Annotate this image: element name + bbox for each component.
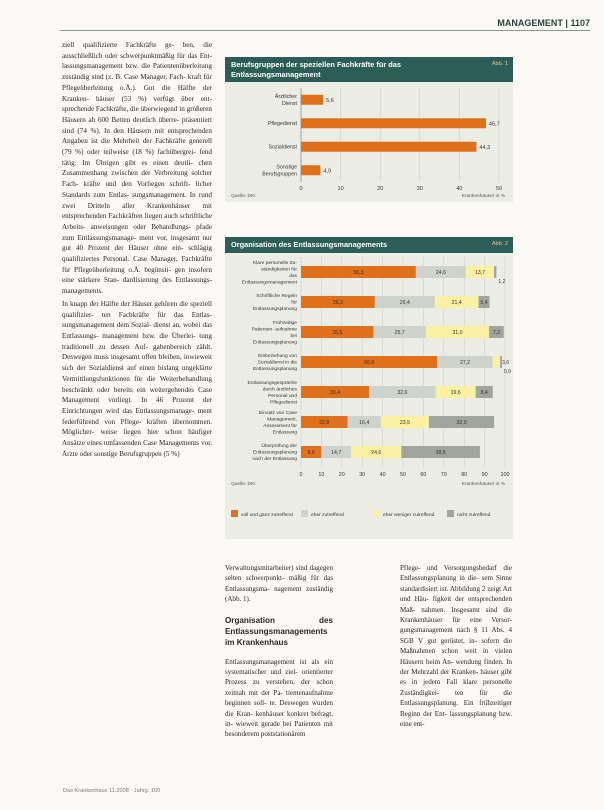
bar (301, 142, 476, 152)
category-label: Sozialdienst (268, 144, 297, 151)
category-label: Frühzeitige Patienten- aufnahme bei Entlassungsplanung (251, 320, 297, 345)
x-axis-title: Krankenhäuser in % (461, 194, 505, 199)
figure-2-header (225, 237, 513, 253)
column-left (62, 40, 212, 459)
x-tick-label: 80 (461, 471, 468, 478)
x-tick-label: 10 (337, 186, 344, 192)
category-label: Pflegedienst (267, 121, 297, 128)
page-number: 1107 (570, 18, 590, 28)
figure-1-title: Berufsgruppen der speziellen Fachkräfte für das Entlassungsmanagement (231, 60, 402, 79)
bar (301, 95, 323, 105)
x-tick-label: 10 (318, 471, 325, 478)
figure-1-chart (225, 82, 513, 202)
bar-value-label: 5,6 (326, 97, 334, 104)
segment-value-label: 24,6 (371, 449, 382, 456)
figure-1 (225, 57, 513, 217)
category-label: Klare personelle Zu-ständigkeiten für das Entlassungsmanagement (241, 260, 297, 285)
legend-swatch (447, 510, 454, 517)
segment-value-label: 25,7 (394, 329, 405, 336)
body-paragraph: Pflege- und Versorgungsbedarf die Entlassungsplanung in die- sem Sinne standardisiert ist. Abbildung 2 zeigt Art und Häu- figkeit der entsprechenden Maß- nahmen. Insgesamt sind die Krankenhäuser für eine Versor- gungsmanagement nach § 11 Abs. 4 SGB V gut gerüstet, in- sofern die Maßnahmen schon weit in vielen Häusern beim An- wendung finden. In der Mehrzahl der Kranken- häuser gibt es in jedem Fall klare personelle Zuständigkei- ten für die Entlassungsplanung. Ein frühzeitiger Beginn der Ent- lassungsplanung bzw. eine ent- (400, 564, 512, 729)
segment-value-label: 27,2 (459, 359, 471, 366)
figure-2-number: Abb. 2 (491, 241, 508, 247)
legend-swatch (301, 510, 308, 517)
column-right (400, 563, 512, 730)
segment-value-label: 21,4 (451, 299, 462, 306)
header-separator: | (565, 18, 568, 28)
segment-value-label: 66,8 (364, 359, 375, 366)
category-label: Überprüfung der Entlassungsplanung nach der Entlassung (252, 443, 297, 462)
category-label: Entlassungsgespräche durch ärztliches Personal und Pflegedienst (247, 380, 297, 405)
x-tick-label: 30 (359, 471, 366, 478)
section-name: MANAGEMENT (497, 18, 563, 28)
x-tick-label: 0 (299, 471, 303, 478)
segment-value-label: 13,7 (474, 269, 486, 276)
category-label: Sonstige Berufsgruppen (262, 164, 297, 178)
segment-value-label: 1,2 (498, 278, 506, 285)
segment-value-label: 3,6 (502, 359, 510, 366)
x-tick-label: 90 (481, 471, 488, 478)
segment-value-label: 0,9 (503, 368, 511, 375)
figure-1-number: Abb. 1 (491, 61, 508, 67)
x-tick-label: 70 (440, 471, 447, 478)
bar-segment (500, 356, 502, 368)
category-label: Einsatz von Case Management, Assessment für Entlassung (258, 410, 297, 435)
segment-value-label: 16,4 (359, 419, 370, 426)
body-paragraph: In knapp der Hälfte der Häuser gehören die speziell qualifizier- ten Fachkräfte für das Entlas- sungsmanagement dem Sozial- dienst an, wobei das Entlassungs- management bzw. die Überlei- tung traditionell zu dessen Auf- gabenbereich zählt. Deswegen muss insgesamt offen bleiben, inwieweit sich der Sozialdienst auf einen bislang ungeklärte Vermittlungsfunktionen für die Weiterbehandlung beschränkt oder bereits ein weitergehendes Case Management vorliegt. In 46 Prozent der Einrichtungen wird das Entlassungsmanage- ment federführend von Pflege- kräften übernommen. Möglicher- weise liegen hier schon häufiger Ansätze eines umfassenden Case Managements vor. Ärzte oder sonstige Berufsgruppen (5 %) (62, 299, 212, 458)
legend-swatch (231, 510, 238, 517)
x-tick-label: 20 (377, 186, 384, 192)
section-heading: Organisation des Entlassungsmanagements im Krankenhaus (225, 615, 333, 648)
category-label: Schriftliche Regeln für Entlassungsplanung (252, 293, 297, 312)
x-tick-label: 20 (338, 471, 345, 478)
x-tick-label: 40 (379, 471, 386, 478)
figure-2-title: Organisation des Entlassungsmanagements (231, 240, 388, 249)
page-footer: Das Krankenhaus 11.2008 · Jahrg. 100 (63, 788, 161, 794)
segment-value-label: 23,5 (399, 419, 410, 426)
segment-value-label: 56,3 (353, 269, 364, 276)
legend-label: eher zutreffend (311, 512, 344, 518)
segment-value-label: 8,4 (480, 389, 488, 396)
bar (301, 118, 486, 128)
body-paragraph: Entlassungsmanagement ist als ein systematischer und ziel- orientierter Prozess zu verstehen, der schon zeitnah mit der Pa- tientenaufnahme beginnen soll- te. Deswegen wurden die Kran- kenhäuser konkret befragt, in- wieweit gerade bei Patienten mit besonderem poststationärem (225, 657, 333, 739)
x-tick-label: 50 (400, 471, 406, 478)
category-label: Ärztlicher Dienst (274, 94, 297, 108)
x-tick-label: 30 (416, 186, 423, 192)
segment-value-label: 33,4 (330, 389, 341, 396)
figure-1-header (225, 57, 513, 82)
bar-value-label: 4,9 (323, 168, 332, 175)
x-tick-label: 50 (495, 186, 503, 192)
segment-value-label: 19,6 (450, 389, 461, 396)
x-tick-label: 40 (456, 186, 463, 192)
segment-value-label: 31,0 (452, 329, 463, 336)
figure-2-plot (225, 253, 513, 539)
segment-value-label: 38,5 (435, 449, 446, 456)
segment-value-label: 5,4 (480, 299, 488, 306)
category-label: Einbeziehung von Sozialdienst in die Entlassungsplanung (252, 353, 297, 372)
figure-2-source: Quelle: DKI (231, 481, 256, 487)
bar-value-label: 44,3 (479, 144, 491, 151)
figure-1-source: Quelle: DKI (231, 194, 256, 199)
bar-segment (493, 356, 500, 368)
bar-segment (494, 266, 496, 278)
segment-value-label: 32,6 (397, 389, 408, 396)
legend-label: nicht zutreffend (457, 512, 491, 518)
segment-value-label: 36,2 (332, 299, 343, 306)
segment-value-label: 14,7 (331, 449, 342, 456)
legend-label: voll und ganz zutreffend (241, 512, 293, 518)
x-tick-label: 100 (500, 471, 510, 478)
segment-value-label: 35,5 (332, 329, 343, 336)
header-rule (60, 30, 590, 31)
figure-2-chart (225, 253, 513, 539)
x-tick-label: 0 (299, 186, 303, 192)
figure-2 (225, 237, 513, 537)
segment-value-label: 22,8 (319, 419, 330, 426)
x-axis-title: Krankenhäuser in % (461, 481, 505, 487)
running-head (445, 18, 590, 28)
segment-value-label: 7,2 (492, 329, 501, 336)
legend-swatch (373, 510, 380, 517)
segment-value-label: 32,0 (456, 419, 467, 426)
segment-value-label: 29,4 (399, 299, 410, 306)
figure-1-plot (225, 82, 513, 202)
legend-label: eher weniger zutreffend (383, 512, 435, 518)
segment-value-label: 9,9 (307, 449, 315, 456)
bar-value-label: 46,7 (488, 121, 500, 128)
column-middle (225, 563, 333, 740)
segment-value-label: 24,6 (435, 269, 446, 276)
body-paragraph: Verwaltungsmitarbeiter) sind dagegen selten schwerpunkt- mäßig für das Entlassungsma- nagement zuständig (Abb. 1). (225, 564, 333, 604)
x-tick-label: 60 (420, 471, 427, 478)
bar (301, 165, 320, 175)
body-paragraph: ziell qualifizierte Fachkräfte ge- ben, die ausschließlich oder schwerpunktmäßig für das Ent- lassungsmanagement bzw. die Patientenüberleitung zuständig sind (z. B. Case Manager, Fach- kraft für Pflegeüberleitung o.Ä.). Gut die Hälfte der Kranken- häuser (53 %) verfügt über ent- sprechende Fachkräfte, die überwiegend in größeren Häusern ab 600 Betten deutlich überre- präsentiert sind (74 %). In den Häusern mit entsprechenden Angaben ist die Mehrheit der Fachkräfte generell (79 %) oder teilweise (18 %) fachübergrei- fend tätig. Im Übrigen gibt es einen deutli- chen Zusammenhang zwischen der Verbreitung solcher Fach- kräfte und den Vorliegen schrift- licher Standards zum Entlas- sungsmanagement. In rund zwei Dritteln aller Krankenhäuser mit entsprechenden Fachkräften liegen auch schriftliche Arbeits- anweisungen oder Behandlungs- pfade zum Entlassungsmanage- ment vor, insgesamt nur gut 40 Prozent der Häuser ohne ein- schlägig qualifiziertes Personal. Case Manager, Fachkräfte für Pflegeüberleitung o.Ä. begünsti- gen insofern eine stärkere Stan- dardisierung des Entlassungs- managements. (62, 41, 212, 296)
